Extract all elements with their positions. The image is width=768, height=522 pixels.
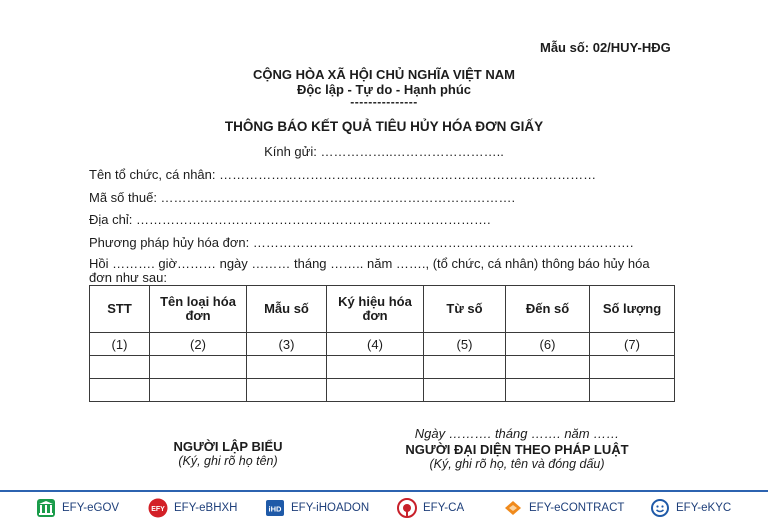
ca-seal-icon bbox=[397, 498, 417, 518]
brand-ca[interactable] bbox=[397, 498, 464, 518]
table-header-row bbox=[90, 286, 675, 333]
form-code: Mẫu số: 02/HUY-HĐG bbox=[540, 40, 671, 55]
table-row bbox=[90, 379, 675, 402]
index-cell: (4) bbox=[327, 333, 424, 356]
svg-text:iHD: iHD bbox=[268, 504, 282, 514]
table-cell bbox=[424, 379, 506, 402]
efy-badge-icon bbox=[148, 498, 168, 518]
table-cell bbox=[327, 379, 424, 402]
brand-ekyc[interactable] bbox=[650, 498, 731, 518]
brand-label: EFY-eBHXH bbox=[174, 502, 238, 514]
col-header-quantity: Số lượng bbox=[590, 286, 675, 333]
date-line: Ngày ………. tháng ……. năm …… bbox=[414, 426, 620, 441]
kyc-face-icon bbox=[650, 498, 670, 518]
table-cell bbox=[424, 356, 506, 379]
representative-note: (Ký, ghi rõ họ, tên và đóng dấu) bbox=[429, 457, 605, 471]
field-organization-name: Tên tổ chức, cá nhân: …………………………………………………………………………… bbox=[89, 167, 597, 182]
preparer-note: (Ký, ghi rõ họ tên) bbox=[178, 454, 278, 468]
index-cell: (2) bbox=[150, 333, 247, 356]
preparer-role: NGƯỜI LẬP BIỂU bbox=[173, 439, 283, 454]
table-index-row bbox=[90, 333, 675, 356]
representative-signature-block bbox=[392, 426, 642, 472]
brand-label: EFY-eKYC bbox=[676, 502, 732, 514]
table-cell bbox=[150, 356, 247, 379]
brand-egov[interactable] bbox=[36, 498, 119, 518]
table-cell bbox=[247, 356, 327, 379]
recipient-line: Kính gửi: ……………..…………………….. bbox=[264, 144, 504, 159]
svg-text:EFY: EFY bbox=[151, 506, 165, 513]
index-cell: (7) bbox=[590, 333, 675, 356]
header-divider: --------------- bbox=[350, 95, 418, 109]
nation-header: CỘNG HÒA XÃ HỘI CHỦ NGHĨA VIỆT NAM bbox=[253, 67, 515, 82]
col-header-stt: STT bbox=[90, 286, 150, 333]
table-cell bbox=[327, 356, 424, 379]
index-cell: (6) bbox=[506, 333, 590, 356]
index-cell: (1) bbox=[90, 333, 150, 356]
col-header-invoice-symbol: Ký hiệu hóa đơn bbox=[327, 286, 424, 333]
brand-label: EFY-iHOADON bbox=[291, 502, 370, 514]
representative-role: NGƯỜI ĐẠI DIỆN THEO PHÁP LUẬT bbox=[405, 442, 629, 457]
index-cell: (5) bbox=[424, 333, 506, 356]
table-cell bbox=[590, 356, 675, 379]
field-destruction-method: Phương pháp hủy hóa đơn: ……………………………………………………………………………. bbox=[89, 235, 634, 250]
brand-label: EFY-eGOV bbox=[62, 502, 120, 514]
brand-ebhxh[interactable] bbox=[148, 498, 238, 518]
table-cell bbox=[90, 379, 150, 402]
field-tax-code: Mã số thuế: ………………………………………………………………………. bbox=[89, 190, 516, 205]
brand-footer bbox=[0, 490, 768, 522]
brand-label: EFY-CA bbox=[423, 502, 465, 514]
brand-econtract[interactable] bbox=[503, 498, 624, 518]
col-header-from-number: Từ số bbox=[424, 286, 506, 333]
table-cell bbox=[90, 356, 150, 379]
col-header-form-number: Mẫu số bbox=[247, 286, 327, 333]
brand-label: EFY-eCONTRACT bbox=[529, 502, 625, 514]
preparer-signature-block bbox=[138, 439, 318, 469]
invoice-table bbox=[89, 285, 675, 402]
col-header-invoice-type: Tên loại hóa đơn bbox=[150, 286, 247, 333]
table-cell bbox=[590, 379, 675, 402]
table-cell bbox=[506, 356, 590, 379]
table-cell bbox=[247, 379, 327, 402]
motto: Độc lập - Tự do - Hạnh phúc bbox=[296, 82, 472, 97]
table-row bbox=[90, 356, 675, 379]
table-cell bbox=[150, 379, 247, 402]
intro-paragraph: Hồi ………. giờ……… ngày ……… tháng …….. năm ……., (tổ chức, cá nhân) thông báo hủy hóa đơn như sau: bbox=[89, 256, 650, 285]
ihd-icon bbox=[265, 498, 285, 518]
brand-ihoadon[interactable] bbox=[265, 498, 369, 518]
document-title: THÔNG BÁO KẾT QUẢ TIÊU HỦY HÓA ĐƠN GIẤY bbox=[224, 119, 544, 134]
index-cell: (3) bbox=[247, 333, 327, 356]
contract-hand-icon bbox=[503, 498, 523, 518]
building-icon bbox=[36, 498, 56, 518]
field-address: Địa chỉ: ………………………………………………………………………. bbox=[89, 212, 491, 227]
table-cell bbox=[506, 379, 590, 402]
col-header-to-number: Đến số bbox=[506, 286, 590, 333]
